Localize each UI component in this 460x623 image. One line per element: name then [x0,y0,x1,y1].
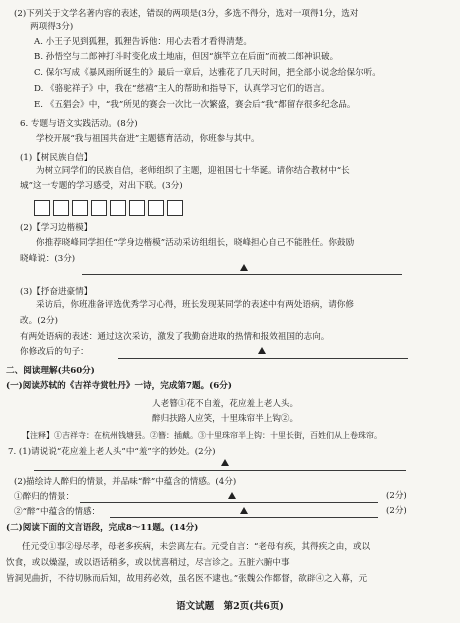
q5-sub2-stem: (2)下列关于文学名著内容的表述，错误的两项是(3分，多选不得分，选对一项得1分，选对 [14,9,359,19]
q7-sub2-item1: ①醉归的情景： [14,492,75,502]
answer-cell[interactable] [53,200,69,216]
poem-section-heading: (一)阅读苏轼的《吉祥寺赏牡丹》一诗，完成第7题。(6分) [6,381,232,391]
answer-line[interactable] [82,274,402,275]
q5-option-d: D. 《骆驼祥子》中，我在“慈禧”主人的帮助和指导下，认真学习它们的语言。 [34,84,330,94]
q6-part2-text: 你推荐晓峰同学担任“学身边楷模”活动采访组组长，晓峰担心自己不能胜任。你鼓励 [36,238,355,248]
q7-sub1: 7. (1)请说说“花应羞上老人头”中“羞”字的妙处。(2分) [8,447,216,457]
q5-sub2-stem-cont: 两项得3分) [30,22,74,32]
q6-part3-sentence: 有两处语病的表述：通过这次采访，激发了我勤奋进取的热情和报效祖国的志向。 [20,332,330,342]
q6-part2-text-cont: 晓峰说：(3分) [20,254,76,264]
q7-sub2: (2)描绘诗人醉归的情景，并品味“醉”中蕴含的情感。(4分) [14,477,237,487]
q5-option-b: B. 孙悟空与二郎神打斗时变化成土地庙，但因“旗竿立在后面”而被二郎神识破。 [34,52,339,62]
poem-note: 【注释】①吉祥寺：在杭州钱塘县。②簪：插戴。③十里珠帘半上钩：十里长街，百姓们从上卷珠帘。 [22,431,382,440]
answer-cell[interactable] [34,200,50,216]
classical-text-line-1: 任元受①事②母尽孝，母老多疾病，未尝离左右。元受自言：“老母有疾，其得疾之由，或以 [22,542,371,552]
answer-cell[interactable] [91,200,107,216]
q5-option-c: C. 保尔写成《暴风雨所诞生的》最后一章后，达雅花了几天时间，把全部小说念给保尔听。 [34,68,381,78]
q6-stem: 6. 专题与语文实践活动。(8分) [20,119,138,129]
classical-text-line-2: 饮食，或以燥湿，或以语话稍多，或以忧喜稍过，尽言诊之。五脏六腑中事 [6,558,290,568]
answer-line[interactable] [110,517,378,518]
answer-cell[interactable] [72,200,88,216]
q6-part2-title: (2)【学习边楷模】 [20,223,93,233]
answer-marker-icon [240,264,248,271]
q6-part3-answer-label: 你修改后的句子： [20,347,89,357]
answer-cell[interactable] [110,200,126,216]
answer-cell[interactable] [148,200,164,216]
answer-marker-icon [258,347,266,354]
answer-line[interactable] [34,470,406,471]
answer-marker-icon [240,507,248,514]
q6-part1-text-cont: 城”这一专题的学习感受，对出下联。(3分) [20,181,183,191]
q6-part1-text: 为树立同学们的民族自信，老师组织了主题，迎祖国七十华诞。请你结合教材中“长 [36,166,350,176]
q6-part3-text: 采访后，你班准备评选优秀学习心得，班长发现某同学的表述中有两处语病，请你修 [36,300,354,310]
q6-part3-text-cont: 改。(2分) [20,316,58,326]
classical-section-heading: (二)阅读下面的文言语段，完成8～11题。(14分) [6,523,199,533]
q5-option-e: E. 《五猖会》中，“我”所见的赛会一次比一次繁盛，赛会后“我”都留存很多纪念品。 [34,100,356,110]
q6-part3-title: (3)【抒奋进豪情】 [20,287,93,297]
poem-line-2: 醉归扶路人应笑，十里珠帘半上钩②。 [152,414,299,424]
answer-grid[interactable] [34,200,186,216]
q6-part1-title: (1)【树民族自信】 [20,153,93,163]
answer-line[interactable] [118,358,408,359]
score-label: (2分) [386,491,407,501]
section-2-heading: 二、阅读理解(共60分) [6,366,95,376]
q5-option-a: A. 小王子见到狐狸，狐狸告诉他：用心去看才看得清楚。 [34,37,252,47]
answer-cell[interactable] [167,200,183,216]
page-footer: 语文试题 第2页(共6页) [176,601,284,612]
classical-text-line-3: 皆洞见曲折，不待切脉而后知，故用药必效，虽名医不逮也。”张魏公作都督，欲辟④之入幕，元 [6,574,368,584]
answer-marker-icon [228,492,236,499]
score-label: (2分) [386,506,407,516]
q6-intro: 学校开展“我与祖国共奋进”主题德育活动，你班参与其中。 [36,134,260,144]
q7-sub2-item2: ②“醉”中蕴含的情感： [14,507,101,517]
answer-line[interactable] [80,502,378,503]
poem-line-1: 人老簪①花不自羞，花应羞上老人头。 [152,399,299,409]
answer-marker-icon [221,459,229,466]
answer-cell[interactable] [129,200,145,216]
